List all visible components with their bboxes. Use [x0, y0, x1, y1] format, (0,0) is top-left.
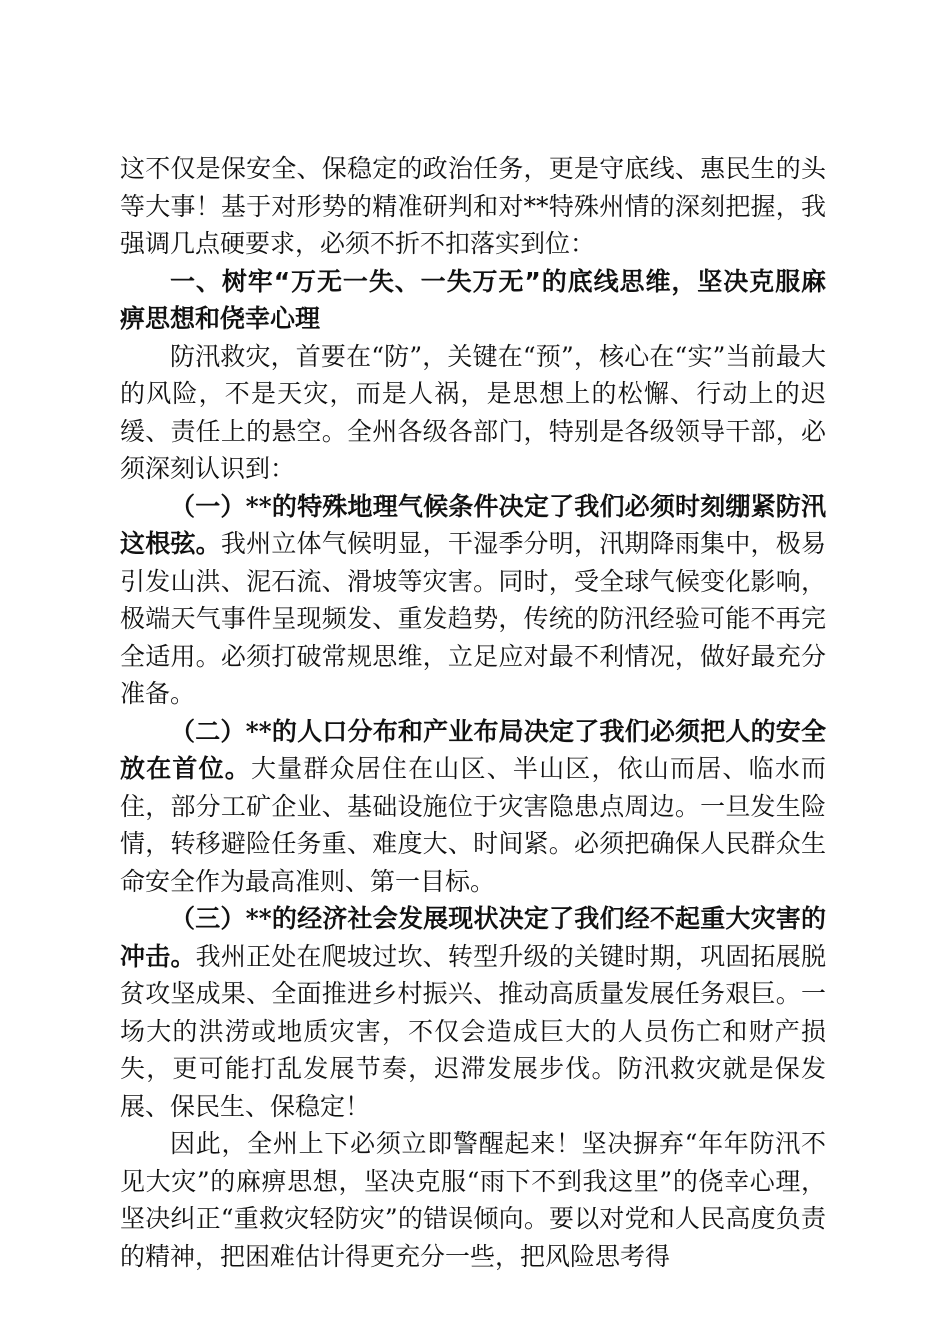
intro-paragraph: 这不仅是保安全、保稳定的政治任务，更是守底线、惠民生的头等大事！基于对形势的精准研判和对**特殊州情的深刻把握，我强调几点硬要求，必须不折不扣落实到位：	[120, 154, 826, 258]
body-paragraph-prevention: 防汛救灾，首要在“防”，关键在“预”，核心在“实”当前最大的风险，不是天灾，而是人祸，是思想上的松懈、行动上的迟缓、责任上的悬空。全州各级各部门，特别是各级领导干部，必须深刻认识到：	[120, 341, 826, 483]
subsection-2-body: 大量群众居住在山区、半山区，依山而居、临水而住，部分工矿企业、基础设施位于灾害隐患点周边。一旦发生险情，转移避险任务重、难度大、时间紧。必须把确保人民群众生命安全作为最高准则、第一目标。	[120, 754, 826, 896]
section-heading-1: 一、树牢“万无一失、一失万无”的底线思维，坚决克服麻痹思想和侥幸心理	[120, 266, 826, 333]
subsection-1-lead: （一）**的特殊地理气候条件决定了我们必须时刻绷紧防汛这根弦。	[120, 491, 826, 558]
conclusion-paragraph: 因此，全州上下必须立即警醒起来！坚决摒弃“年年防汛不见大灾”的麻痹思想，坚决克服“雨下不到我这里”的侥幸心理，坚决纠正“重救灾轻防灾”的错误倾向。要以对党和人民高度负责的精神，把困难估计得更充分一些，把风险思考得	[120, 1129, 826, 1271]
subsection-2	[120, 713, 826, 901]
subsection-3	[120, 900, 826, 1125]
subsection-1-body: 我州立体气候明显，干湿季分明，汛期降雨集中，极易引发山洪、泥石流、滑坡等灾害。同时，受全球气候变化影响，极端天气事件呈现频发、重发趋势，传统的防汛经验可能不再完全适用。必须打破常规思维，立足应对最不利情况，做好最充分准备。	[120, 529, 826, 708]
subsection-1	[120, 488, 826, 713]
subsection-3-body: 我州正处在爬坡过坎、转型升级的关键时期，巩固拓展脱贫攻坚成果、全面推进乡村振兴、推动高质量发展任务艰巨。一场大的洪涝或地质灾害，不仅会造成巨大的人员伤亡和财产损失，更可能打乱发展节奏，迟滞发展步伐。防汛救灾就是保发展、保民生、保稳定！	[120, 941, 826, 1121]
subsection-3-lead: （三）**的经济社会发展现状决定了我们经不起重大灾害的冲击。	[120, 904, 826, 971]
document-body	[120, 150, 826, 1275]
subsection-2-lead: （二）**的人口分布和产业布局决定了我们必须把人的安全放在首位。	[120, 716, 826, 783]
